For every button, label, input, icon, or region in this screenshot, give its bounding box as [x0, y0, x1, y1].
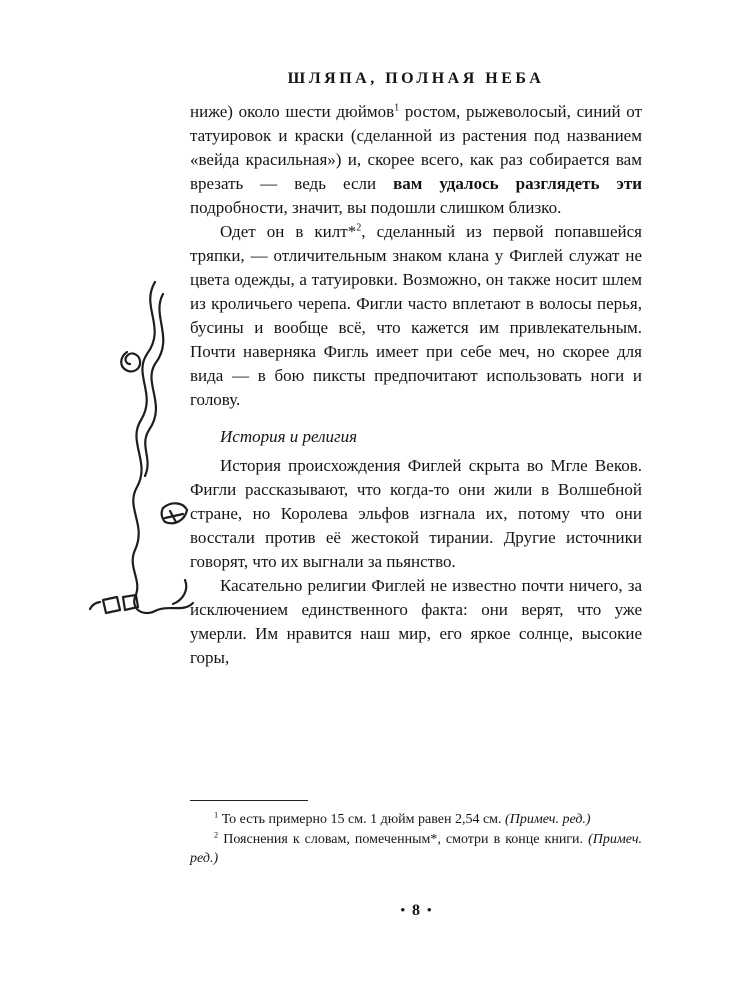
- text-segment: То есть примерно 15 см. 1 дюйм равен 2,54 см.: [218, 812, 506, 827]
- main-text-column: [190, 100, 642, 670]
- paragraph: [190, 220, 642, 412]
- text-segment: подробности, значит, вы подошли слишком близко.: [190, 198, 562, 217]
- section-heading: История и религия: [220, 427, 358, 446]
- text-segment: Пояснения к словам, помеченным*, смотри в конце книги.: [218, 831, 589, 847]
- text-segment: 2: [214, 829, 219, 839]
- page-number: [190, 902, 642, 920]
- page-number-bullet-right: •: [427, 902, 432, 917]
- text-segment: Касательно религии Фиглей не известно почти ничего, за исключением единственного факта: они верят, что уже умерли. Им нравится наш мир, его яркое солнце, высокие горы,: [190, 576, 642, 667]
- page-number-value: 8: [412, 902, 420, 919]
- text-segment: История происхождения Фиглей скрыта во Мгле Веков. Фигли рассказывают, что когда-то они жили в Волшебной стране, но Королева эльфов изгнала их, потому что они восстали против её жестокой тирании. Другие источники говорят, что их выгнали за пьянство.: [190, 456, 642, 571]
- paragraph: [190, 810, 642, 830]
- paragraph: [190, 454, 642, 574]
- footnotes-block: [190, 810, 642, 869]
- text-segment: (Примеч. ред.): [190, 831, 642, 866]
- text-segment: ростом, рыжеволосый, синий от татуировок и краски (сделанной из растения под названием «вейда красильная») и, скорее всего, как раз собирается вам врезать — ведь если: [190, 102, 642, 193]
- margin-doodle-illustration: [85, 272, 205, 640]
- text-segment: 1: [394, 102, 400, 114]
- text-segment: (Примеч. ред.): [505, 812, 591, 827]
- paragraph: [190, 100, 642, 220]
- text-segment: ниже) около шести дюймов: [190, 102, 395, 121]
- paragraph: [190, 830, 642, 869]
- text-segment: 2: [356, 222, 362, 234]
- text-segment: , сделанный из первой попавшейся тряпки, — отличительным знаком клана у Фиглей служат не цвета одежды, а татуировки. Возможно, он также носит шлем из кроличьего черепа. Фигли часто вплетают в волосы перья, бусины и вообще всё, что кажется им привлекательным. Почти наверняка Фигль имеет при себе меч, но скорее для вида — в бою пиксты предпочитают использовать ноги и голову.: [190, 222, 642, 409]
- text-segment: Одет он в килт*: [220, 222, 357, 241]
- text-segment: 1: [214, 810, 219, 820]
- running-head: ШЛЯПА, ПОЛНАЯ НЕБА: [287, 70, 545, 87]
- page-number-bullet-left: •: [400, 902, 405, 917]
- footnote-separator: [190, 800, 308, 801]
- text-segment: вам удалось разглядеть эти: [393, 174, 642, 193]
- paragraph: [190, 574, 642, 670]
